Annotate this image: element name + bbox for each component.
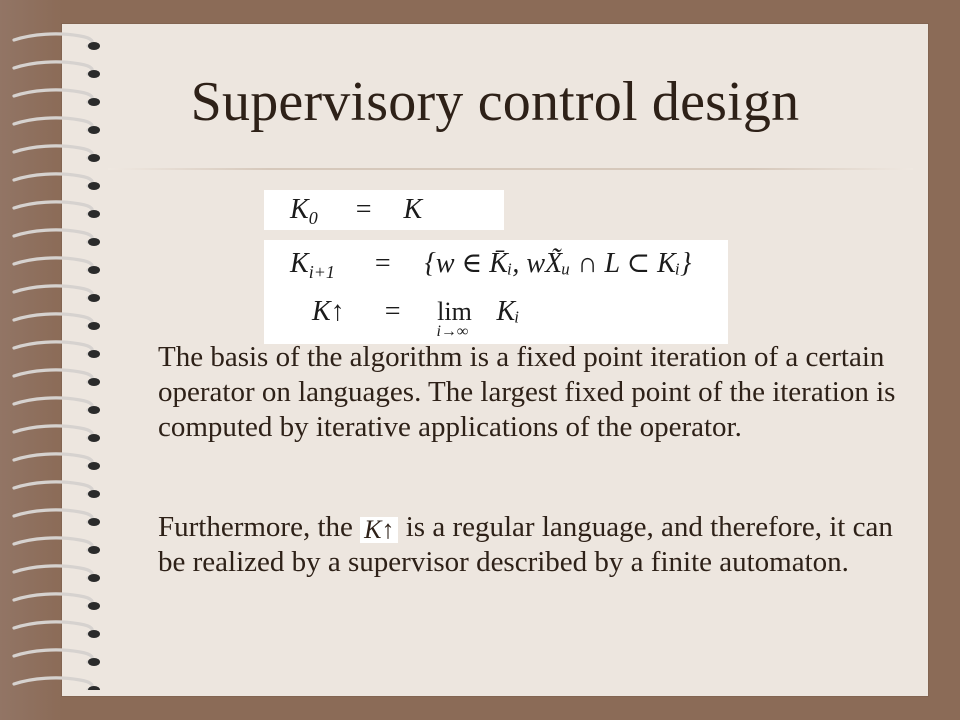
title-divider [108,168,913,170]
para2-text-before: Furthermore, the [158,511,353,543]
eq0-op: = [355,194,372,225]
eq0-rhs: K [403,194,423,225]
para2-text-after: is a regular language, and therefore, it can be realized by a supervisor described by a finite automaton. [158,511,893,578]
equation-ki1 [290,250,691,281]
equation-k0 [290,196,422,227]
eq2-op: = [384,296,401,327]
eq1-rhs: {w ∈ K̄ᵢ, wX̃ᵤ ∩ L ⊂ Kᵢ} [424,248,692,279]
slide-title: Supervisory control design [190,71,800,133]
eq2-lim [432,297,476,340]
eq0-lhs-sub: 0 [308,208,318,228]
paragraph-algorithm: The basis of the algorithm is a fixed point iteration of a certain operator on languages. The largest fixed point of the iteration is computed by iterative applications of the operator. [158,341,896,443]
equation-kup [312,296,520,340]
eq1-lhs: K [290,248,309,279]
eq2-rhs: Kᵢ [496,296,520,327]
para2-inline-math: K↑ [360,517,398,543]
eq0-lhs: K [290,194,309,225]
eq1-op: = [374,248,391,279]
eq1-lhs-sub: i+1 [308,262,335,282]
eq2-lim-sub: i→∞ [436,323,469,340]
paragraph-regular-language [158,510,918,580]
equation-iteration-box [264,240,728,344]
eq2-lhs: K↑ [312,296,345,327]
equation-k0-box [264,190,504,230]
eq2-lim-text: lim [437,297,472,326]
